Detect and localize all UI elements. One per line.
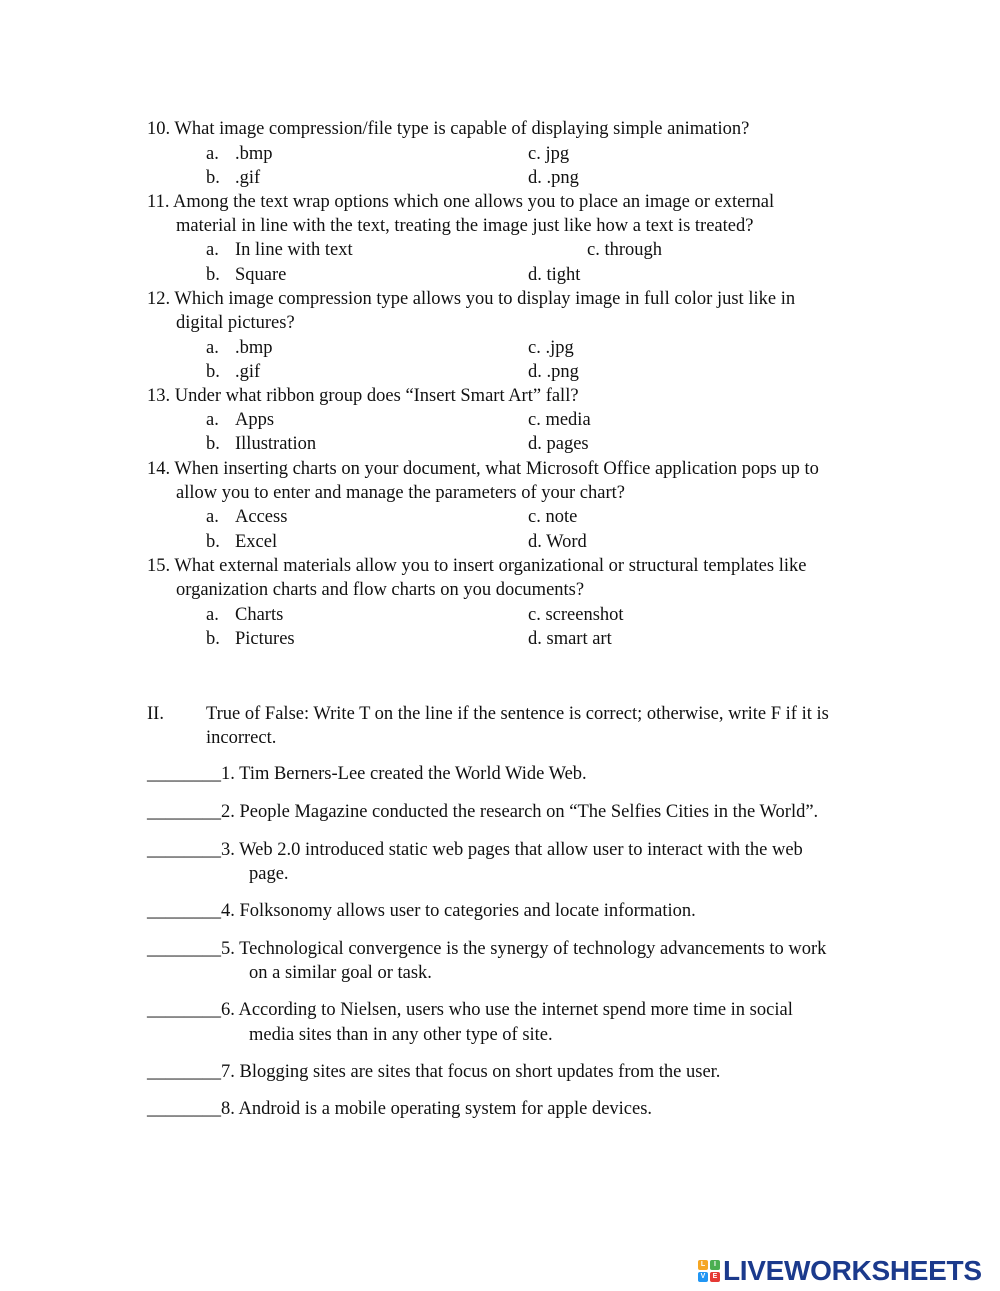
question-text-continued: material in line with the text, treating the image just like how a text is treated?	[176, 216, 754, 236]
option-b: Pictures	[235, 629, 295, 649]
logo-grid-cell: L	[698, 1260, 708, 1270]
option-c: c. jpg	[528, 144, 570, 164]
option-marker: a.	[206, 507, 219, 527]
tf-statement: 2. People Magazine conducted the research on “The Selfies Cities in the World”.	[221, 802, 819, 822]
option-c: c. media	[528, 410, 591, 430]
answer-blank[interactable]: ________	[147, 1062, 221, 1082]
answer-blank[interactable]: ________	[147, 764, 221, 784]
tf-statement: 8. Android is a mobile operating system for apple devices.	[221, 1099, 653, 1119]
question-text: 15. What external materials allow you to insert organizational or structural templates like	[147, 556, 807, 576]
section-instruction: True of False: Write T on the line if the sentence is correct; otherwise, write F if it is	[206, 704, 829, 724]
question-text: 10. What image compression/file type is capable of displaying simple animation?	[147, 119, 750, 139]
liveworksheets-logo	[698, 1256, 982, 1286]
question-text: 12. Which image compression type allows you to display image in full color just like in	[147, 289, 796, 309]
section-number: II.	[147, 704, 164, 724]
option-marker: b.	[206, 434, 220, 454]
option-a: Access	[235, 507, 288, 527]
option-marker: b.	[206, 168, 220, 188]
option-d: d. .png	[528, 168, 579, 188]
tf-statement: 6. According to Nielsen, users who use the internet spend more time in social	[221, 1000, 793, 1020]
option-c: c. .jpg	[528, 338, 574, 358]
option-marker: b.	[206, 265, 220, 285]
question-text: 14. When inserting charts on your document, what Microsoft Office application pops up to	[147, 459, 819, 479]
tf-statement: 1. Tim Berners-Lee created the World Wide Web.	[221, 764, 587, 784]
tf-statement: 7. Blogging sites are sites that focus on short updates from the user.	[221, 1062, 721, 1082]
option-b: .gif	[235, 362, 261, 382]
option-d: d. Word	[528, 532, 587, 552]
question-text: 13. Under what ribbon group does “Insert Smart Art” fall?	[147, 386, 579, 406]
option-a: .bmp	[235, 144, 273, 164]
logo-grid-cell: E	[710, 1272, 720, 1282]
option-d: d. .png	[528, 362, 579, 382]
option-c: c. note	[528, 507, 578, 527]
question-text-continued: digital pictures?	[176, 313, 295, 333]
tf-statement: 5. Technological convergence is the synergy of technology advancements to work	[221, 939, 827, 959]
option-c: c. screenshot	[528, 605, 624, 625]
tf-statement: 3. Web 2.0 introduced static web pages that allow user to interact with the web	[221, 840, 803, 860]
tf-statement-continued: on a similar goal or task.	[249, 963, 432, 983]
answer-blank[interactable]: ________	[147, 840, 221, 860]
option-c: c. through	[587, 240, 663, 260]
answer-blank[interactable]: ________	[147, 939, 221, 959]
option-d: d. smart art	[528, 629, 612, 649]
answer-blank[interactable]: ________	[147, 802, 221, 822]
option-marker: a.	[206, 605, 219, 625]
option-a: Apps	[235, 410, 275, 430]
answer-blank[interactable]: ________	[147, 1099, 221, 1119]
section-instruction-continued: incorrect.	[206, 728, 277, 748]
tf-statement: 4. Folksonomy allows user to categories and locate information.	[221, 901, 696, 921]
question-text: 11. Among the text wrap options which one allows you to place an image or external	[147, 192, 775, 212]
logo-grid-cell: I	[710, 1260, 720, 1270]
option-marker: a.	[206, 410, 219, 430]
option-marker: b.	[206, 362, 220, 382]
option-a: In line with text	[235, 240, 353, 260]
question-text-continued: organization charts and flow charts on you documents?	[176, 580, 585, 600]
tf-statement-continued: page.	[249, 864, 289, 884]
option-b: .gif	[235, 168, 261, 188]
option-d: d. pages	[528, 434, 589, 454]
logo-grid-cell: V	[698, 1272, 708, 1282]
option-marker: a.	[206, 144, 219, 164]
logo-text: LIVEWORKSHEETS	[723, 1255, 982, 1286]
answer-blank[interactable]: ________	[147, 901, 221, 921]
option-marker: a.	[206, 338, 219, 358]
option-marker: b.	[206, 532, 220, 552]
option-marker: a.	[206, 240, 219, 260]
logo-icon	[698, 1260, 720, 1282]
option-a: Charts	[235, 605, 284, 625]
option-b: Illustration	[235, 434, 317, 454]
tf-statement-continued: media sites than in any other type of site.	[249, 1025, 553, 1045]
answer-blank[interactable]: ________	[147, 1000, 221, 1020]
option-d: d. tight	[528, 265, 581, 285]
question-text-continued: allow you to enter and manage the parameters of your chart?	[176, 483, 625, 503]
option-a: .bmp	[235, 338, 273, 358]
option-b: Square	[235, 265, 287, 285]
option-marker: b.	[206, 629, 220, 649]
option-b: Excel	[235, 532, 278, 552]
